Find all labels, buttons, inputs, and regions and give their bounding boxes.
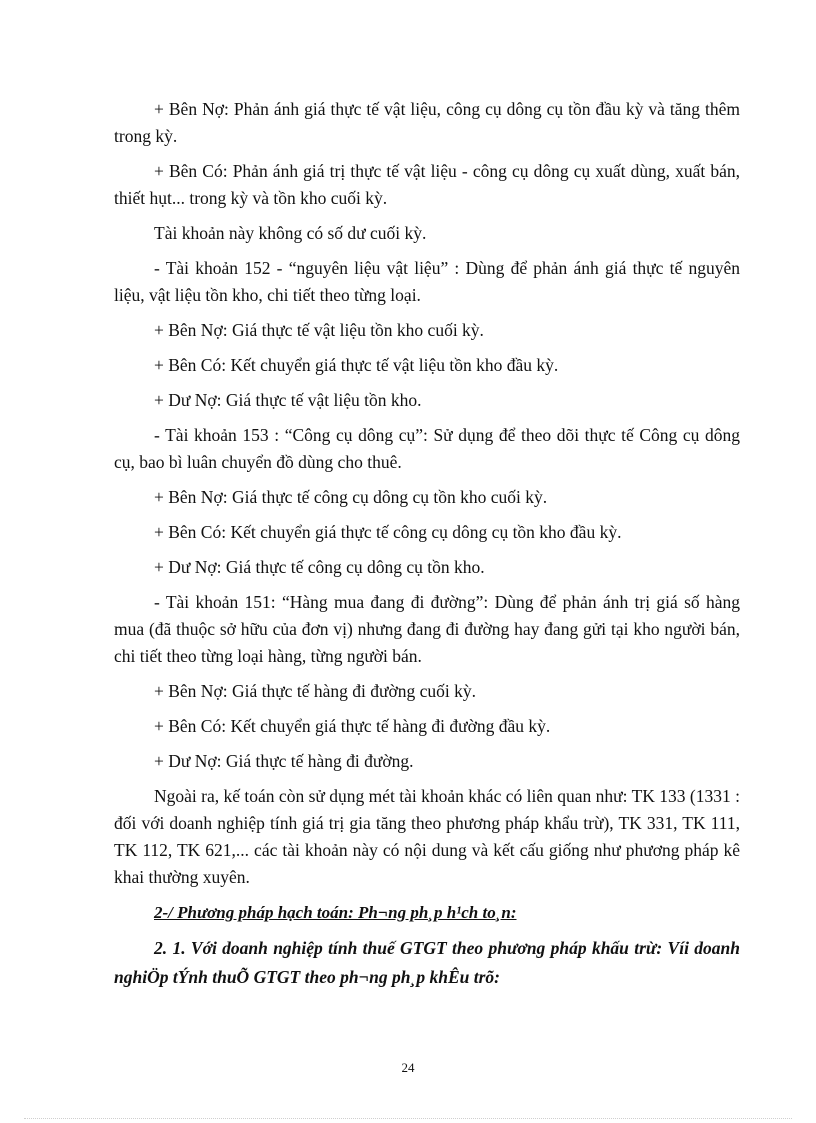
paragraph-153-du-no: + Dư Nợ: Giá thực tế công cụ dông cụ tồn kho. (154, 557, 485, 577)
paragraph-153-ben-co: + Bên Có: Kết chuyển giá thực tế công cụ dông cụ tồn kho đầu kỳ. (154, 522, 622, 542)
document-body (114, 96, 740, 992)
paragraph-account-152: - Tài khoản 152 - “nguyên liệu vật liệu” : Dùng để phản ánh giá thực tế nguyên liệu, vật liệu tồn kho, chi tiết theo từng loại. (114, 258, 740, 305)
subsection-heading: 2. 1. Với doanh nghiệp tính thuế GTGT theo phương pháp khấu trừ: Víi doanh nghiÖp tÝnh thuÕ GTGT theo ph¬ng ph¸p khÊu trõ: (114, 938, 740, 987)
paragraph-account-151: - Tài khoản 151: “Hàng mua đang đi đường”: Dùng để phản ánh trị giá số hàng mua (đã thuộc sở hữu của đơn vị) nhưng đang đi đường hay đang gửi tại kho người bán, chi tiết theo từng loại hàng, từng người bán. (114, 592, 740, 666)
paragraph-152-ben-co: + Bên Có: Kết chuyển giá thực tế vật liệu tồn kho đầu kỳ. (154, 355, 559, 375)
paragraph-no-balance: Tài khoản này không có số dư cuối kỳ. (154, 223, 427, 243)
section-heading: 2-/ Phương pháp hạch toán: Ph¬ng ph¸p h¹ch to¸n: (154, 903, 517, 922)
paragraph-151-ben-no: + Bên Nợ: Giá thực tế hàng đi đường cuối kỳ. (154, 681, 476, 701)
paragraph-153-ben-no: + Bên Nợ: Giá thực tế công cụ dông cụ tồn kho cuối kỳ. (154, 487, 548, 507)
paragraph-152-du-no: + Dư Nợ: Giá thực tế vật liệu tồn kho. (154, 390, 422, 410)
page-number: 24 (401, 1060, 415, 1075)
page-bottom-divider (24, 1118, 792, 1119)
paragraph-152-ben-no: + Bên Nợ: Giá thực tế vật liệu tồn kho cuối kỳ. (154, 320, 484, 340)
paragraph-ben-co-intro: + Bên Có: Phản ánh giá trị thực tế vật liệu - công cụ dông cụ xuất dùng, xuất bán, thiết hụt... trong kỳ và tồn kho cuối kỳ. (114, 161, 740, 208)
paragraph-account-153: - Tài khoản 153 : “Công cụ dông cụ”: Sử dụng để theo dõi thực tế Công cụ dông cụ, bao bì luân chuyển đồ dùng cho thuê. (114, 425, 740, 472)
paragraph-151-du-no: + Dư Nợ: Giá thực tế hàng đi đường. (154, 751, 414, 771)
paragraph-151-ben-co: + Bên Có: Kết chuyển giá thực tế hàng đi đường đầu kỳ. (154, 716, 551, 736)
paragraph-other-accounts: Ngoài ra, kế toán còn sử dụng mét tài khoản khác có liên quan như: TK 133 (1331 : đối với doanh nghiệp tính giá trị gia tăng theo phương pháp khẩu trừ), TK 331, TK 111, TK 112, TK 621,... các tài khoản này có nội dung và kết cấu giống như phương pháp kê khai thường xuyên. (114, 786, 740, 887)
paragraph-ben-no-intro: + Bên Nợ: Phản ánh giá thực tế vật liệu, công cụ dông cụ tồn đầu kỳ và tăng thêm trong kỳ. (114, 99, 740, 146)
